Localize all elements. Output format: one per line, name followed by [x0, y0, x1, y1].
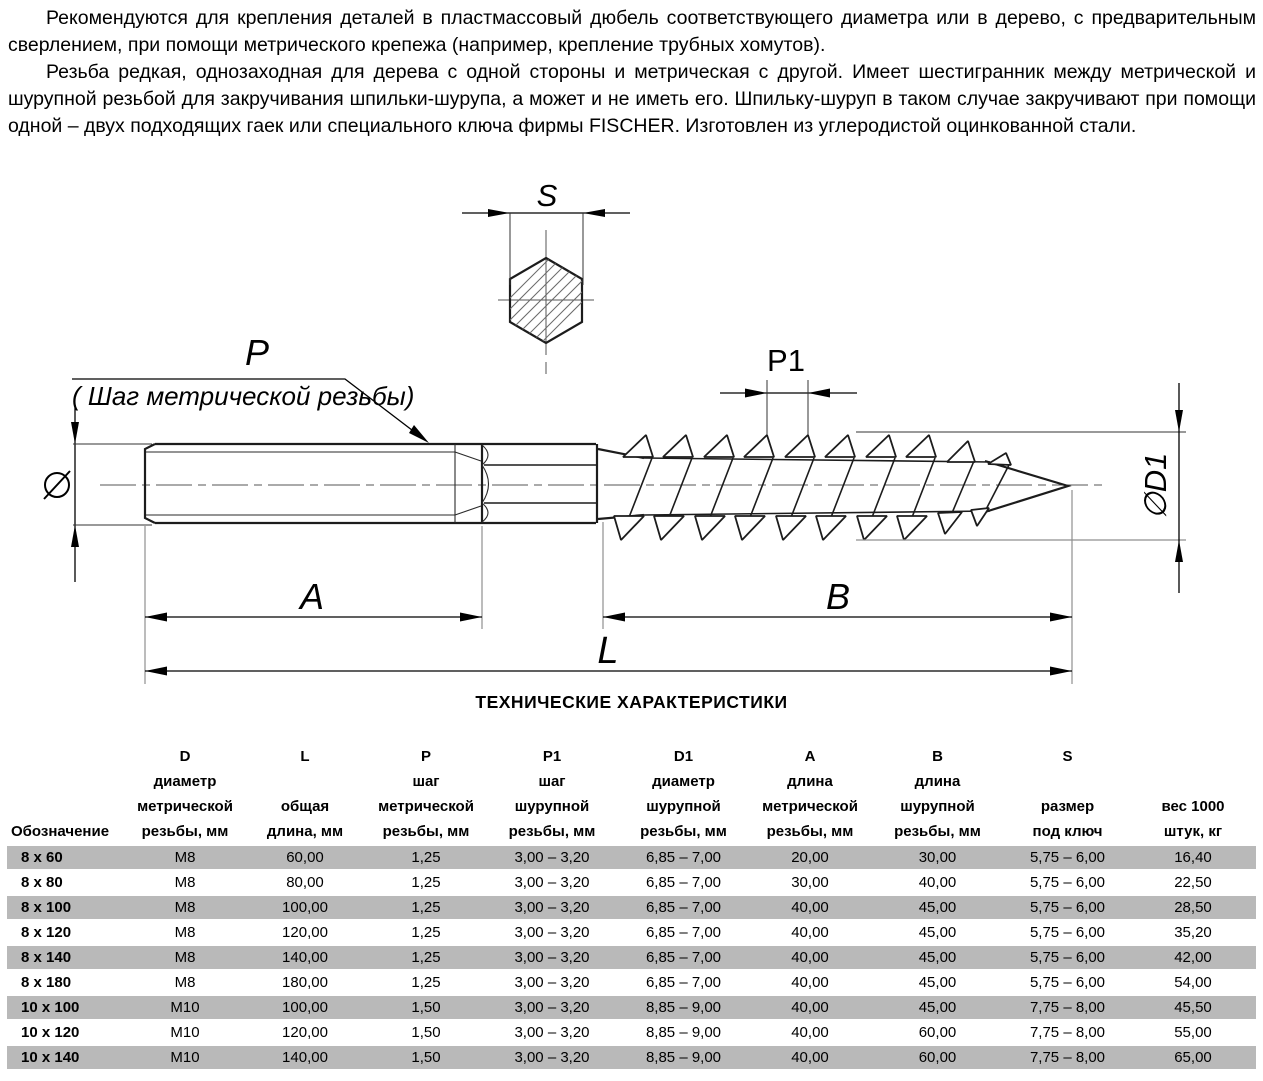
designation-cell: 10 x 100	[21, 999, 80, 1016]
cell: 6,85 – 7,00	[645, 874, 722, 891]
p-dimension	[72, 332, 429, 443]
designation-cell: 10 x 120	[21, 1024, 80, 1041]
cell: 54,00	[1174, 974, 1212, 991]
cell: 1,25	[411, 874, 441, 891]
cell: 8,85 – 9,00	[645, 1049, 722, 1066]
cell: 40,00	[791, 924, 829, 941]
p1-dimension	[720, 343, 857, 435]
d1-dimension	[856, 383, 1186, 593]
cell: 16,40	[1174, 849, 1212, 866]
dim-label-p1: P1	[767, 343, 805, 378]
cell: 3,00 – 3,20	[514, 949, 590, 966]
cell: 40,00	[791, 974, 829, 991]
cell: 40,00	[791, 949, 829, 966]
intro-paragraph-1: Рекомендуются для крепления деталей в пластмассовый дюбель соответствующего диаметра или в дерево, с предварительным сверлением, при помощи метрического крепежа (например, крепление трубных хомутов).	[8, 7, 1256, 56]
cell: 3,00 – 3,20	[514, 849, 590, 866]
column-header-A: A длина метрической резьбы, мм	[762, 748, 858, 840]
cell: 1,50	[411, 999, 441, 1016]
cell: 6,85 – 7,00	[645, 974, 722, 991]
cell: 1,25	[411, 899, 441, 916]
column-header-P1: P1 шаг шурупной резьбы, мм	[508, 748, 596, 840]
cell: 40,00	[791, 1024, 829, 1041]
table-row	[7, 1021, 1256, 1044]
table-row	[7, 946, 1256, 969]
arrowhead	[488, 209, 510, 217]
cell: M10	[170, 999, 200, 1016]
dim-label-d1: ∅D1	[1138, 452, 1173, 520]
spec-table-body	[7, 846, 1256, 1069]
designation-cell: 8 x 60	[21, 849, 63, 866]
table-title: ТЕХНИЧЕСКИЕ ХАРАКТЕРИСТИКИ	[475, 692, 788, 712]
metric-thread-section	[145, 444, 596, 523]
cell: 3,00 – 3,20	[514, 899, 590, 916]
p-note-label: ( Шаг метрической резьбы)	[72, 381, 415, 411]
cell: 3,00 – 3,20	[514, 1049, 590, 1066]
cell: 60,00	[286, 849, 324, 866]
dim-label-s: S	[536, 178, 558, 213]
designation-cell: 8 x 180	[21, 974, 72, 991]
arrowhead	[808, 389, 830, 398]
table-row	[7, 1046, 1256, 1069]
cell: 45,00	[918, 974, 957, 991]
cell: 1,25	[411, 849, 441, 866]
arrowhead	[409, 425, 429, 443]
designation-cell: 8 x 140	[21, 949, 72, 966]
dim-label-b: B	[825, 576, 851, 617]
cell: 55,00	[1174, 1024, 1212, 1041]
cell: 3,00 – 3,20	[514, 999, 590, 1016]
wood-screw-thread-teeth	[614, 435, 1011, 540]
cell: 6,85 – 7,00	[645, 849, 722, 866]
cell: 120,00	[282, 924, 328, 941]
arrowhead	[1175, 540, 1183, 562]
cell: 42,00	[1174, 949, 1212, 966]
cell: 22,50	[1174, 874, 1212, 891]
cell: 5,75 – 6,00	[1029, 949, 1106, 966]
cell: 100,00	[282, 899, 328, 916]
cell: 5,75 – 6,00	[1029, 899, 1106, 916]
cell: 3,00 – 3,20	[514, 1024, 590, 1041]
cell: 7,75 – 8,00	[1029, 1049, 1106, 1066]
arrowhead	[1175, 410, 1183, 432]
cell: M8	[174, 974, 196, 991]
cell: 1,50	[411, 1024, 441, 1041]
column-header-D: D диаметр метрической резьбы, мм	[137, 748, 233, 840]
arrowhead	[145, 613, 167, 622]
cell: 40,00	[791, 999, 829, 1016]
cell: 5,75 – 6,00	[1029, 874, 1106, 891]
arrowhead	[1050, 613, 1072, 622]
cell: 8,85 – 9,00	[645, 1024, 722, 1041]
cell: 20,00	[791, 849, 829, 866]
cell: 45,00	[918, 899, 957, 916]
cell: 30,00	[791, 874, 829, 891]
cell: 5,75 – 6,00	[1029, 974, 1106, 991]
arrowhead	[460, 613, 482, 622]
dim-label-a: A	[299, 576, 325, 617]
cell: M8	[174, 924, 196, 941]
cell: 1,25	[411, 974, 441, 991]
cell: 45,00	[918, 924, 957, 941]
cell: 60,00	[918, 1049, 957, 1066]
table-row	[7, 871, 1256, 894]
arrowhead	[71, 525, 79, 547]
wood-screw-section	[598, 435, 1068, 540]
dim-label-l: L	[597, 630, 619, 672]
column-header-S: S размер под ключ	[1032, 748, 1103, 840]
table-row	[7, 971, 1256, 994]
cell: 65,00	[1174, 1049, 1212, 1066]
cell: 7,75 – 8,00	[1029, 1024, 1106, 1041]
cell: 45,00	[918, 999, 957, 1016]
cell: 3,00 – 3,20	[514, 874, 590, 891]
cell: 100,00	[282, 999, 328, 1016]
cell: M8	[174, 874, 196, 891]
hex-section	[482, 444, 597, 523]
cell: M10	[170, 1049, 200, 1066]
cell: 45,00	[918, 949, 957, 966]
cell: 35,20	[1174, 924, 1212, 941]
cell: 1,50	[411, 1049, 441, 1066]
cell: 140,00	[282, 1049, 328, 1066]
column-header-weight: вес 1000 штук, кг	[1161, 798, 1225, 840]
cell: 6,85 – 7,00	[645, 899, 722, 916]
cell: 120,00	[282, 1024, 328, 1041]
cell: 3,00 – 3,20	[514, 974, 590, 991]
cell: M10	[170, 1024, 200, 1041]
cell: 3,00 – 3,20	[514, 924, 590, 941]
arrowhead	[1050, 667, 1072, 676]
spec-table-header	[7, 744, 1256, 844]
diameter-dimension	[44, 405, 152, 582]
designation-cell: 10 x 140	[21, 1049, 80, 1066]
column-header-D1: D1 диаметр шурупной резьбы, мм	[640, 748, 727, 840]
cell: 180,00	[282, 974, 328, 991]
arrowhead	[583, 209, 605, 217]
cell: 8,85 – 9,00	[645, 999, 722, 1016]
column-header-B: B длина шурупной резьбы, мм	[894, 748, 981, 840]
cell: 1,25	[411, 924, 441, 941]
bolt-side-view	[44, 332, 1186, 684]
table-row	[7, 846, 1256, 869]
cell: 40,00	[791, 899, 829, 916]
arrowhead	[745, 389, 767, 398]
cell: 28,50	[1174, 899, 1212, 916]
cell: 80,00	[286, 874, 324, 891]
table-row	[7, 921, 1256, 944]
hex-cross-section-view	[460, 178, 631, 374]
cell: M8	[174, 949, 196, 966]
cell: 40,00	[918, 874, 957, 891]
cell: M8	[174, 849, 196, 866]
cell: 6,85 – 7,00	[645, 924, 722, 941]
arrowhead	[603, 613, 625, 622]
cell: 6,85 – 7,00	[645, 949, 722, 966]
table-row	[7, 896, 1256, 919]
table-row	[7, 996, 1256, 1019]
designation-cell: 8 x 100	[21, 899, 72, 916]
designation-cell: 8 x 120	[21, 924, 72, 941]
cell: 5,75 – 6,00	[1029, 924, 1106, 941]
cell: M8	[174, 899, 196, 916]
arrowhead	[145, 667, 167, 676]
column-header-designation: Обозначение	[11, 823, 110, 840]
column-header-L: L общая длина, мм	[266, 748, 344, 840]
cell: 140,00	[282, 949, 328, 966]
intro-text	[8, 5, 1256, 140]
cell: 45,50	[1174, 999, 1212, 1016]
spec-table	[7, 744, 1256, 1071]
arrowhead	[71, 422, 79, 444]
dim-label-p: P	[244, 332, 270, 373]
column-header-P: P шаг метрической резьбы, мм	[378, 748, 474, 840]
cell: 7,75 – 8,00	[1029, 999, 1106, 1016]
cell: 1,25	[411, 949, 441, 966]
cell: 60,00	[918, 1024, 957, 1041]
cell: 40,00	[791, 1049, 829, 1066]
intro-paragraph-2: Резьба редкая, однозаходная для дерева с одной стороны и метрическая с другой. Имеет шестигранник между метрической и шурупной резьбой для закручивания шпильки-шурупа, а может и не иметь его. Шпильку-шуруп в таком случае закручивают при помощи одной – двух подходящих гаек или специального ключа фирмы FISCHER. Изготовлен из углеродистой оцинкованной стали.	[8, 61, 1256, 137]
technical-drawing	[0, 168, 1263, 698]
cell: 5,75 – 6,00	[1029, 849, 1106, 866]
designation-cell: 8 x 80	[21, 874, 63, 891]
cell: 30,00	[918, 849, 957, 866]
